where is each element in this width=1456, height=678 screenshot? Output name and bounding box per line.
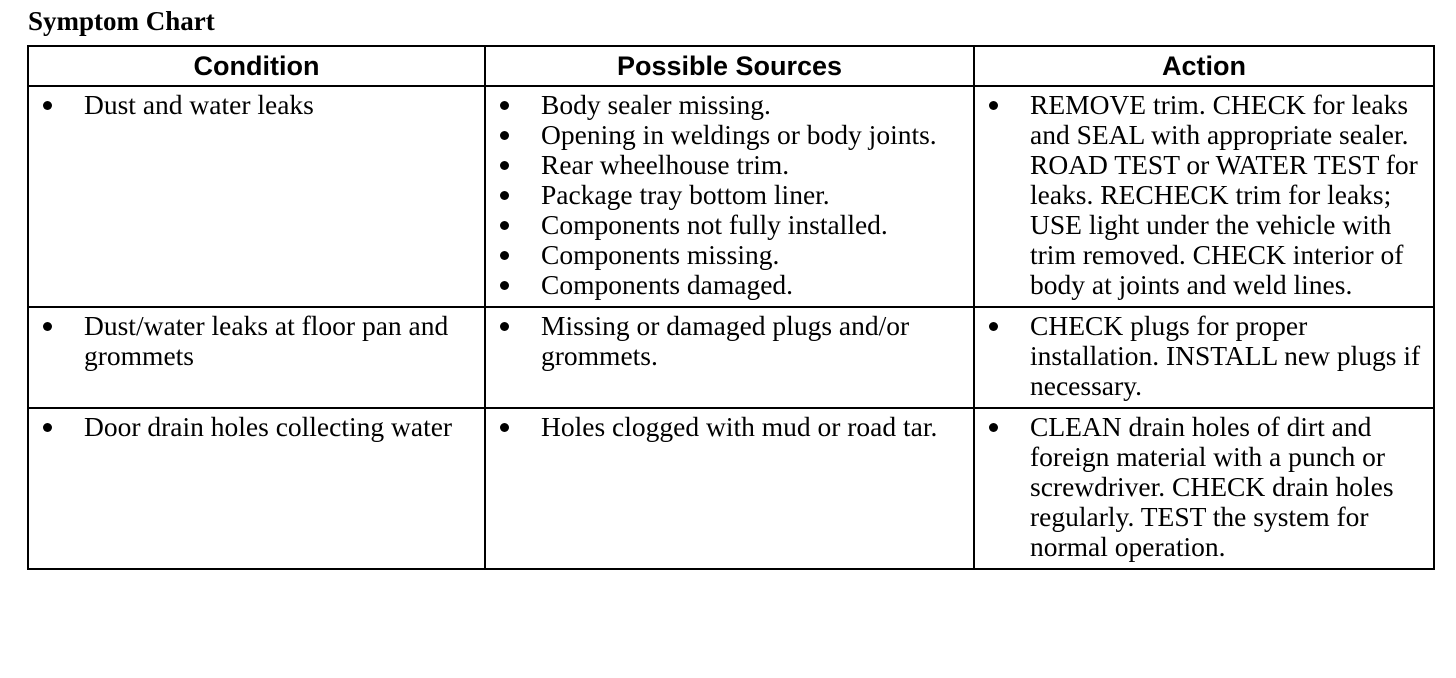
list-item bbox=[29, 90, 484, 120]
bullet-icon bbox=[500, 322, 509, 331]
condition-cell bbox=[28, 307, 485, 408]
action-cell bbox=[974, 307, 1434, 408]
header-row bbox=[28, 46, 1434, 86]
condition-text: Dust and water leaks bbox=[84, 89, 314, 120]
list-item bbox=[486, 240, 973, 270]
source-text: Components damaged. bbox=[541, 269, 794, 300]
bullet-icon bbox=[989, 322, 998, 331]
source-text: Components missing. bbox=[541, 239, 780, 270]
condition-cell bbox=[28, 86, 485, 307]
page-title: Symptom Chart bbox=[28, 6, 215, 36]
list-item bbox=[29, 412, 484, 442]
condition-text: Door drain holes collecting water bbox=[84, 411, 453, 442]
source-text: Components not fully installed. bbox=[541, 209, 888, 240]
bullet-icon bbox=[500, 423, 509, 432]
list-item bbox=[486, 90, 973, 120]
possible-sources-header: Possible Sources bbox=[485, 46, 974, 86]
table-row bbox=[28, 86, 1434, 307]
bullet-icon bbox=[43, 101, 52, 110]
list-item bbox=[486, 150, 973, 180]
condition-cell bbox=[28, 408, 485, 569]
bullet-icon bbox=[989, 423, 998, 432]
bullet-icon bbox=[43, 322, 52, 331]
source-text: Holes clogged with mud or road tar. bbox=[541, 411, 938, 442]
bullet-icon bbox=[500, 161, 509, 170]
bullet-icon bbox=[500, 221, 509, 230]
action-text: CHECK plugs for proper installation. INSTALL new plugs if necessary. bbox=[1030, 310, 1421, 401]
list-item bbox=[486, 210, 973, 240]
bullet-icon bbox=[500, 281, 509, 290]
action-cell bbox=[974, 408, 1434, 569]
table-row bbox=[28, 408, 1434, 569]
action-header: Action bbox=[974, 46, 1434, 86]
list-item bbox=[29, 311, 484, 371]
list-item bbox=[975, 311, 1433, 401]
list-item bbox=[486, 412, 973, 442]
list-item bbox=[486, 270, 973, 300]
list-item bbox=[486, 180, 973, 210]
source-text: Missing or damaged plugs and/or grommets. bbox=[541, 310, 910, 371]
list-item bbox=[486, 120, 973, 150]
bullet-icon bbox=[989, 101, 998, 110]
bullet-icon bbox=[43, 423, 52, 432]
source-text: Opening in weldings or body joints. bbox=[541, 119, 937, 150]
action-text: REMOVE trim. CHECK for leaks and SEAL with appropriate sealer. ROAD TEST or WATER TEST for leaks. RECHECK trim for leaks; USE light under the vehicle with trim removed. CHECK interior of body at joints and weld lines. bbox=[1030, 89, 1418, 300]
list-item bbox=[975, 90, 1433, 300]
sources-cell bbox=[485, 307, 974, 408]
bullet-icon bbox=[500, 191, 509, 200]
sources-cell bbox=[485, 408, 974, 569]
condition-header: Condition bbox=[28, 46, 485, 86]
bullet-icon bbox=[500, 131, 509, 140]
bullet-icon bbox=[500, 101, 509, 110]
action-cell bbox=[974, 86, 1434, 307]
condition-text: Dust/water leaks at floor pan and grommets bbox=[84, 310, 449, 371]
symptom-table bbox=[27, 45, 1435, 570]
table-row bbox=[28, 307, 1434, 408]
list-item bbox=[975, 412, 1433, 562]
source-text: Package tray bottom liner. bbox=[541, 179, 830, 210]
source-text: Body sealer missing. bbox=[541, 89, 771, 120]
source-text: Rear wheelhouse trim. bbox=[541, 149, 790, 180]
sources-cell bbox=[485, 86, 974, 307]
action-text: CLEAN drain holes of dirt and foreign material with a punch or screwdriver. CHECK drain holes regularly. TEST the system for normal operation. bbox=[1030, 411, 1394, 562]
bullet-icon bbox=[500, 251, 509, 260]
list-item bbox=[486, 311, 973, 371]
